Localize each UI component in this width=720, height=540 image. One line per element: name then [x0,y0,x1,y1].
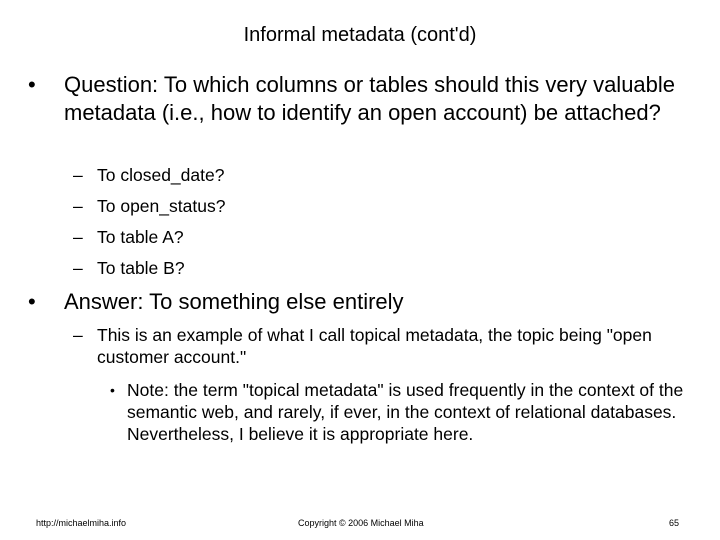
bullet-marker: • [110,382,115,398]
sub-bullet-text: To table A? [97,227,184,247]
sub-bullet-text: This is an example of what I call topical metadata, the topic being "open customer account." [97,325,652,367]
sub-bullet-closed-date [73,164,703,188]
dash-marker: – [73,258,83,278]
sub-sub-bullet-note [110,379,700,471]
footer-page-number: 65 [668,518,679,528]
bullet-answer-text: Answer: To something else entirely [64,289,404,314]
sub-bullet-table-a [73,226,703,250]
bullet-question [26,71,696,161]
dash-marker: – [73,325,83,345]
sub-bullet-topical-metadata [73,324,703,370]
bullet-answer [26,288,696,318]
sub-bullet-open-status [73,195,703,219]
sub-sub-bullet-text: Note: the term "topical metadata" is used frequently in the context of the semantic web, and rarely, if ever, in the context of relational databases. Nevertheless, I believe it is appropriate here. [127,380,684,444]
footer-url: http://michaelmiha.info [36,518,127,528]
slide-title: Informal metadata (cont'd) [243,24,477,46]
bullet-question-text: Question: To which columns or tables should this very valuable metadata (i.e., how to identify an open account) be attached? [64,72,676,125]
bullet-marker: • [28,72,36,97]
sub-bullet-table-b [73,257,703,281]
bullet-marker: • [28,289,36,314]
sub-bullet-text: To table B? [97,258,185,278]
dash-marker: – [73,227,83,247]
sub-bullet-text: To closed_date? [97,165,225,185]
dash-marker: – [73,165,83,185]
sub-bullet-text: To open_status? [97,196,226,216]
footer-copyright: Copyright © 2006 Michael Miha [298,518,424,528]
dash-marker: – [73,196,83,216]
